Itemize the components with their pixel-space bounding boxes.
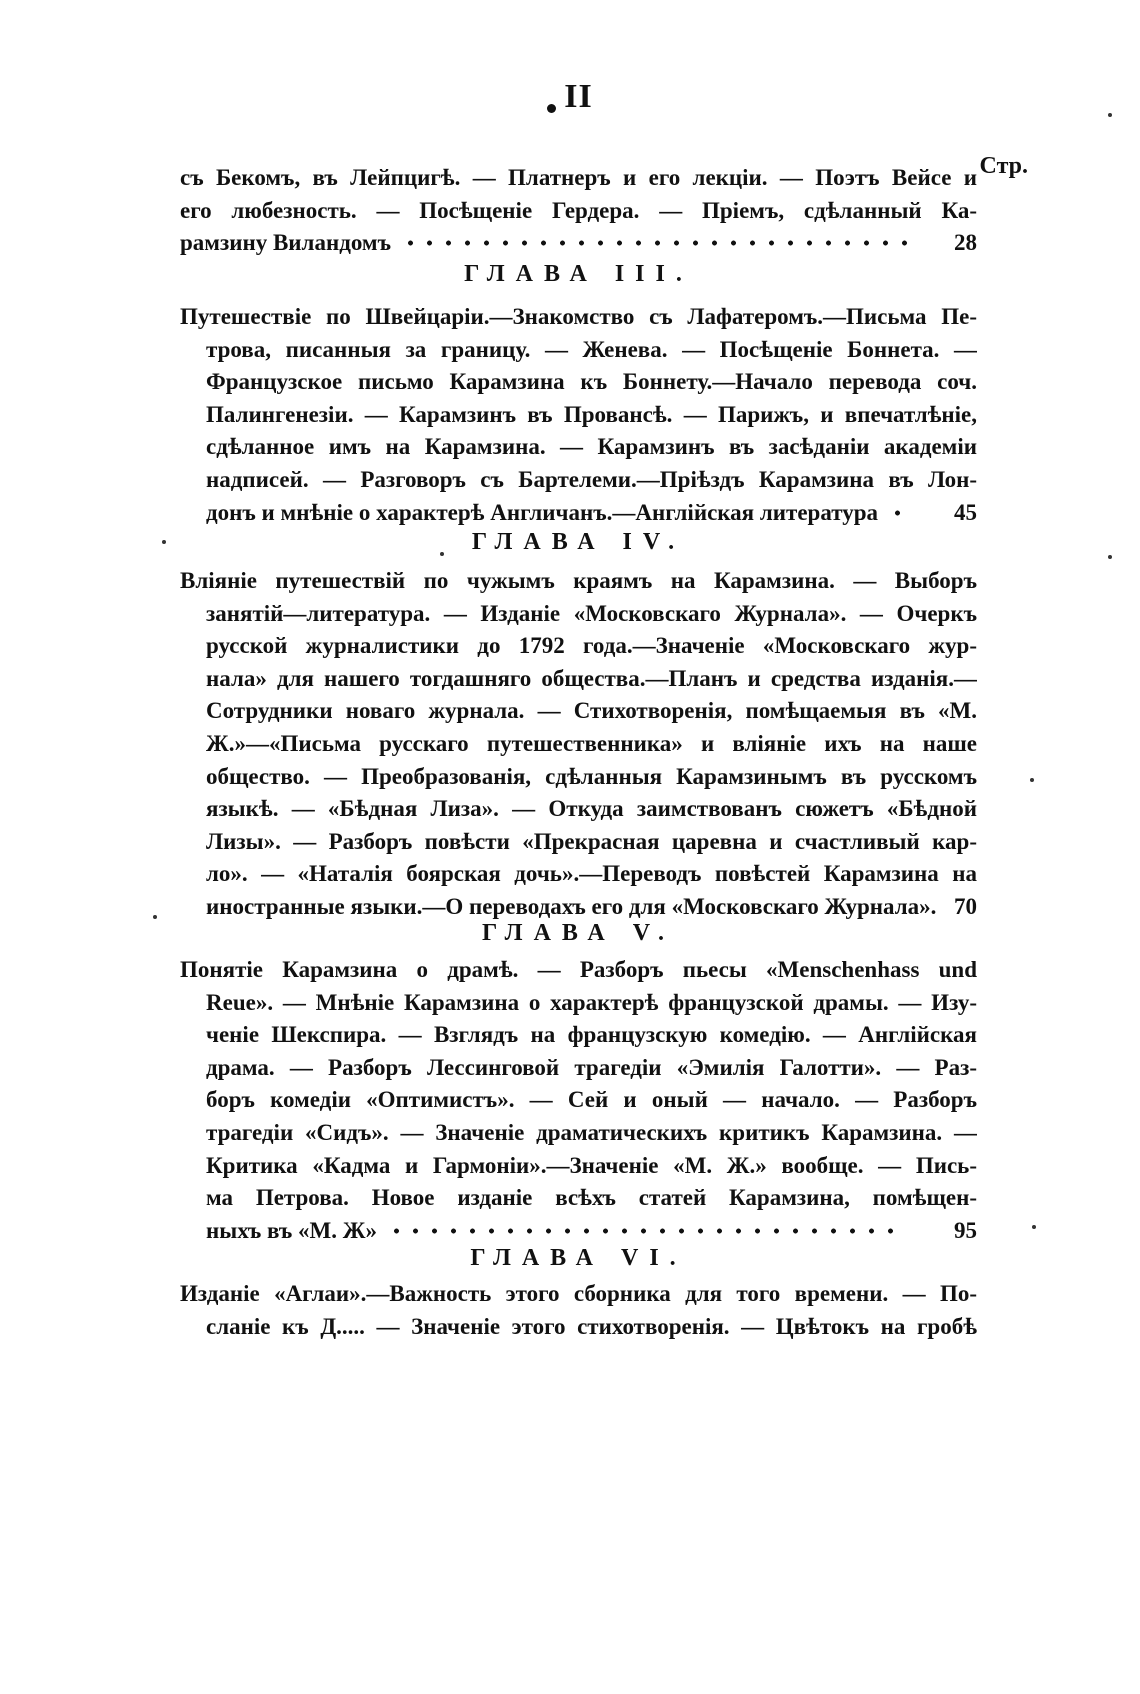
toc-line: Изданіе «Аглаи».—Важность этого сборника для того времени. — По- [180,1281,977,1306]
toc-line: Reue». — Мнѣніе Карамзина о характерѣ французской драмы. — Изу- [206,989,977,1015]
toc-line-last [180,497,977,530]
chapter-heading-6: ГЛАВА VI. [470,1245,687,1271]
toc-line: Лизы». — Разборъ повѣсти «Прекрасная царевна и счастливый кар- [206,828,977,854]
toc-entry-chapter-3 [180,301,977,529]
toc-line: Критика «Кадма и Гармоніи».—Значеніе «М. Ж.» вообще. — Пись- [206,1152,977,1178]
toc-line: съ Бекомъ, въ Лейпцигѣ. — Платнеръ и его лекціи. — Поэтъ Вейсе и [180,165,977,190]
toc-page-number: 70 [954,893,977,919]
ink-speck-icon [1108,555,1112,559]
toc-line: сланіе къ Д..... — Значеніе этого стихотворенія. — Цвѣтокъ на гробѣ [206,1313,977,1339]
ink-speck-icon [153,915,157,919]
toc-line-text: рамзину Виландомъ [180,230,391,256]
toc-page-number: 95 [954,1217,977,1243]
toc-line: ма Петрова. Новое изданіе всѣхъ статей Карамзина, помѣщен- [206,1185,977,1211]
toc-page-number: 45 [954,499,977,525]
toc-entry-chapter-4 [180,565,977,924]
toc-line: языкѣ. — «Бѣдная Лиза». — Откуда заимствованъ сюжетъ «Бѣдной [206,796,977,822]
ink-speck-icon [440,552,444,556]
toc-line: ло». — «Наталія боярская дочь».—Переводъ повѣстей Карамзина на [206,861,977,887]
toc-line: трова, писанныя за границу. — Женева. — Посѣщеніе Боннета. — [206,336,977,362]
toc-entry-chapter-5 [180,954,977,1247]
toc-line: Французское письмо Карамзина къ Боннету.—Начало перевода соч. [206,369,977,395]
dot-leader [888,510,907,516]
toc-page-number: 28 [954,230,977,256]
toc-line: драма. — Разборъ Лессинговой трагедіи «Эмилія Галотти». — Раз- [206,1054,977,1080]
toc-line: Вліяніе путешествій по чужымъ краямъ на Карамзина. — Выборъ [180,568,977,593]
toc-line: нала» для нашего тогдашняго общества.—Планъ и средства изданія.— [206,665,977,691]
toc-line: русской журналистики до 1792 года.—Значеніе «Московскаго жур- [206,633,977,659]
toc-line: Путешествіе по Швейцаріи.—Знакомство съ Лафатеромъ.—Письма Пе- [180,304,977,329]
ink-speck-icon [1030,778,1034,782]
ink-speck-icon [1032,1225,1036,1229]
toc-line-last [180,891,977,924]
toc-line: Сотрудники новаго журнала. — Стихотворенія, помѣщаемыя въ «М. [206,698,977,724]
toc-line-text: ныхъ въ «М. Ж» [206,1217,377,1243]
toc-line: его любезность. — Посѣщеніе Гердера. — Пріемъ, сдѣланный Ка- [180,197,977,223]
toc-line: Ж.»—«Письма русскаго путешественника» и вліяніе ихъ на наше [206,730,977,756]
toc-line: надписей. — Разговоръ съ Бартелеми.—Пріѣздъ Карамзина въ Лон- [206,466,977,492]
ink-dot-icon [547,104,556,113]
toc-line: занятій—литература. — Изданіе «Московскаго Журнала». — Очеркъ [206,600,977,626]
toc-line: ченіе Шекспира. — Взглядъ на французскую комедію. — Англійская [206,1022,977,1048]
toc-line-last [180,227,977,260]
toc-line: Палингенезіи. — Карамзинъ въ Провансѣ. — Парижъ, и впечатлѣніе, [206,401,977,427]
dot-leader [387,1228,907,1234]
toc-line-last [180,1215,977,1248]
toc-line: боръ комедіи «Оптимистъ». — Сей и оный — начало. — Разборъ [206,1087,977,1113]
toc-line: сдѣланное имъ на Карамзина. — Карамзинъ въ засѣданіи академіи [206,434,977,460]
toc-line: общество. — Преобразованія, сдѣланныя Карамзинымъ въ русскомъ [206,763,977,789]
chapter-heading-4: ГЛАВА IV. [471,529,686,555]
page-column-label: Стр. [979,153,1028,179]
chapter-heading-5: ГЛАВА V. [482,920,675,946]
toc-entry-chapter-6 [180,1278,977,1343]
dot-leader [401,240,907,246]
toc-entry-continued [180,162,977,260]
chapter-heading-3: ГЛАВА III. [464,261,693,287]
toc-line-text: донъ и мнѣніе о характерѣ Англичанъ.—Англійская литература [206,499,879,525]
toc-line-text: иностранные языки.—О переводахъ его для «Московскаго Журнала». [206,893,937,919]
toc-line: трагедіи «Сидъ». — Значеніе драматическихъ критикъ Карамзина. — [206,1119,977,1145]
ink-speck-icon [1108,113,1112,117]
toc-line: Понятіе Карамзина о драмѣ. — Разборъ пьесы «Menschenhass und [180,957,977,982]
page-number: II [0,78,1140,116]
ink-speck-icon [162,540,166,544]
